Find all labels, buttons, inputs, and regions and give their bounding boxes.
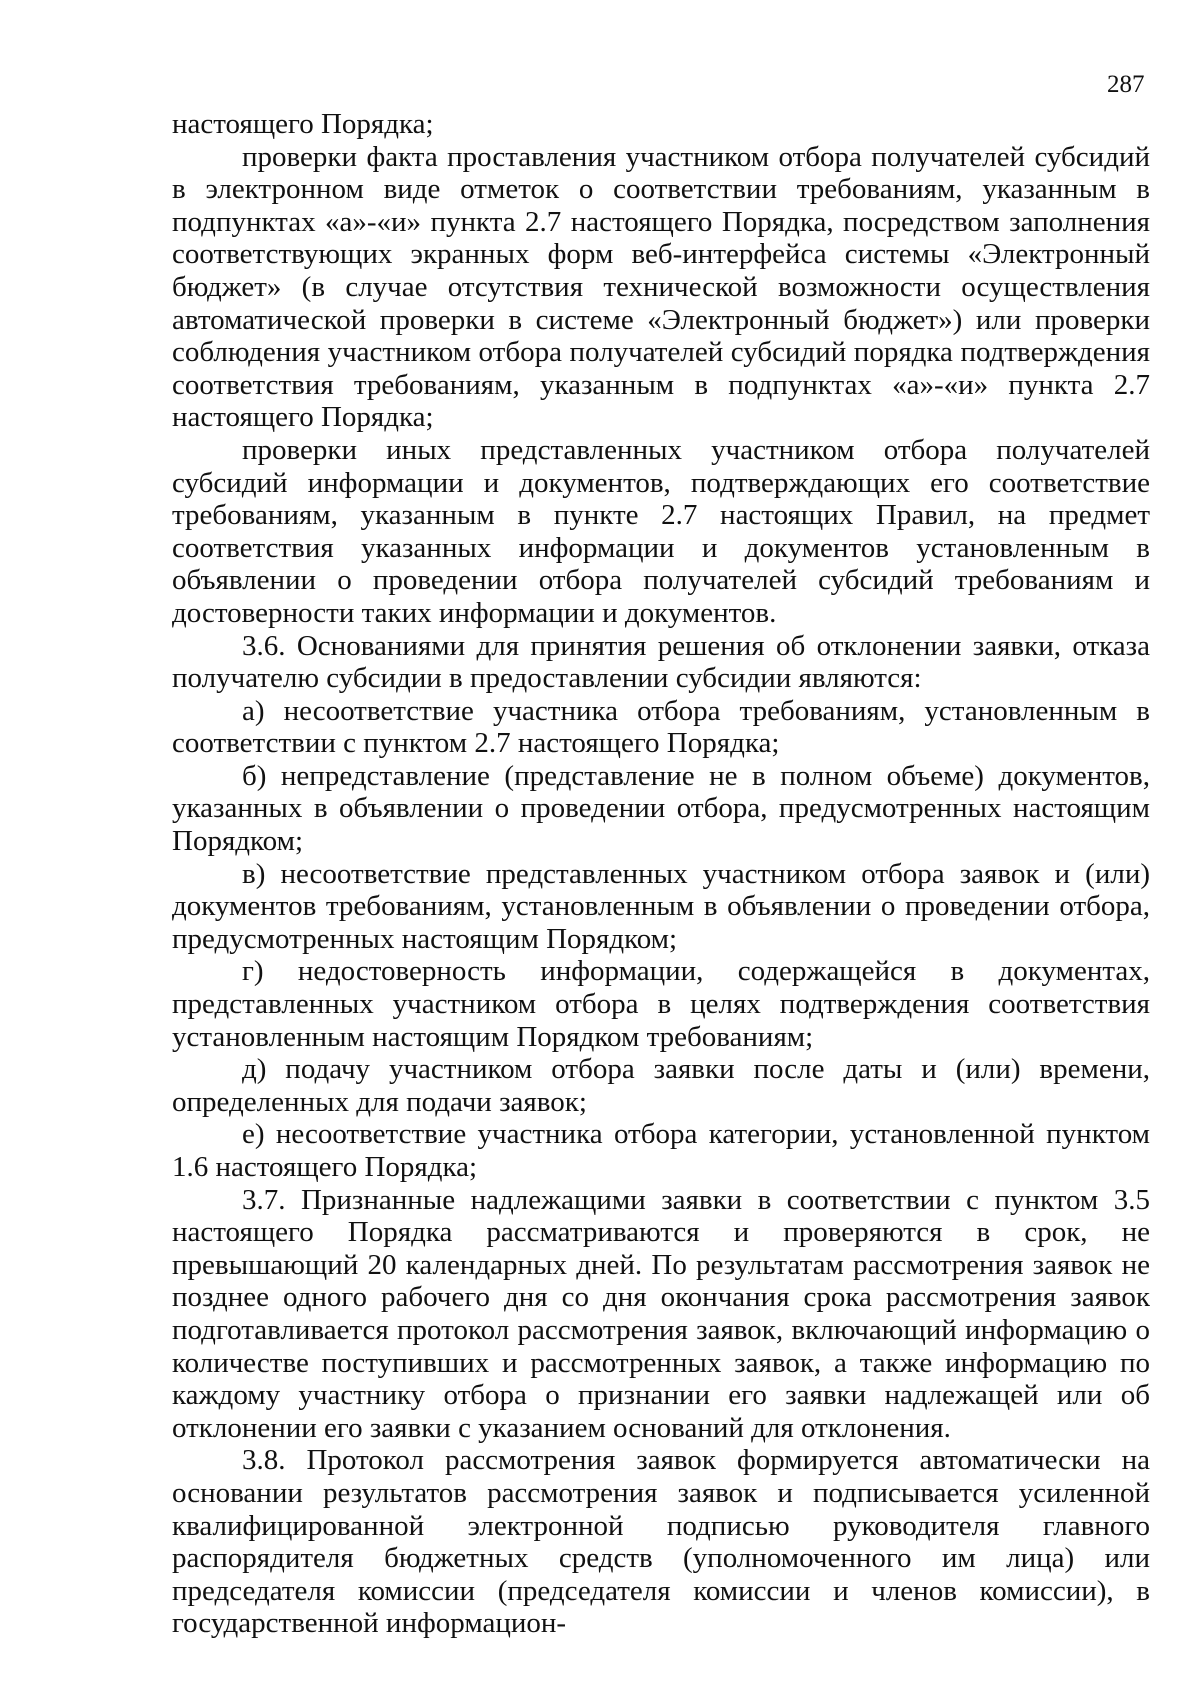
paragraph-continuation: настоящего Порядка;	[172, 108, 434, 140]
list-item-v: в) несоответствие представленных участником отбора заявок и (или) документов требованиям, установленным в объявлении о проведении отбора, предусмотренных настоящим Порядком;	[172, 857, 1150, 955]
page-number: 287	[1107, 71, 1145, 98]
paragraph-check-marks: проверки факта проставления участником отбора получателей субсидий в электронном виде отметок о соответствии требованиям, указанным в подпунктах «а»-«и» пункта 2.7 настоящего Порядка, посредством заполнения соответствующих экранных форм веб-интерфейса системы «Электронный бюджет» (в случае отсутствия технической возможности осуществления автоматической проверки в системе «Электронный бюджет») или проверки соблюдения участником отбора получателей субсидий порядка подтверждения соответствия требованиям, указанным в подпунктах «а»-«и» пункта 2.7 настоящего Порядка;	[172, 140, 1150, 434]
document-body	[172, 108, 1150, 1640]
list-item-g: г) недостоверность информации, содержащейся в документах, представленных участником отбора в целях подтверждения соответствия установленным настоящим Порядком требованиям;	[172, 955, 1150, 1053]
list-item-b: б) непредставление (представление не в полном объеме) документов, указанных в объявлении о проведении отбора, предусмотренных настоящим Порядком;	[172, 759, 1150, 858]
paragraph-3-8: 3.8. Протокол рассмотрения заявок формируется автоматически на основании результатов рассмотрения заявок и подписывается усиленной квалифицированной электронной подписью руководителя главного распорядителя бюджетных средств (уполномоченного им лица) или председателя комиссии (председателя комиссии и членов комиссии), в государственной информацион-	[172, 1444, 1150, 1640]
list-item-e: е) несоответствие участника отбора категории, установленной пунктом 1.6 настоящего Порядка;	[172, 1118, 1150, 1183]
paragraph-check-documents: проверки иных представленных участником отбора получателей субсидий информации и документов, подтверждающих его соответствие требованиям, указанным в пункте 2.7 настоящих Правил, на предмет соответствия указанных информации и документов установленным в объявлении о проведении отбора получателей субсидий требованиям и достоверности таких информации и документов.	[172, 433, 1150, 629]
list-item-a: а) несоответствие участника отбора требованиям, установленным в соответствии с пунктом 2.7 настоящего Порядка;	[172, 694, 1150, 760]
list-item-d: д) подачу участником отбора заявки после даты и (или) времени, определенных для подачи заявок;	[172, 1053, 1150, 1118]
paragraph-3-6: 3.6. Основаниями для принятия решения об отклонении заявки, отказа получателю субсидии в предоставлении субсидии являются:	[172, 629, 1150, 695]
paragraph-3-7: 3.7. Признанные надлежащими заявки в соответствии с пунктом 3.5 настоящего Порядка рассматриваются и проверяются в срок, не превышающий 20 календарных дней. По результатам рассмотрения заявок не позднее одного рабочего дня со дня окончания срока рассмотрения заявок подготавливается протокол рассмотрения заявок, включающий информацию о количестве поступивших и рассмотренных заявок, а также информацию по каждому участнику отбора о признании его заявки надлежащей или об отклонении его заявки с указанием оснований для отклонения.	[172, 1183, 1150, 1444]
